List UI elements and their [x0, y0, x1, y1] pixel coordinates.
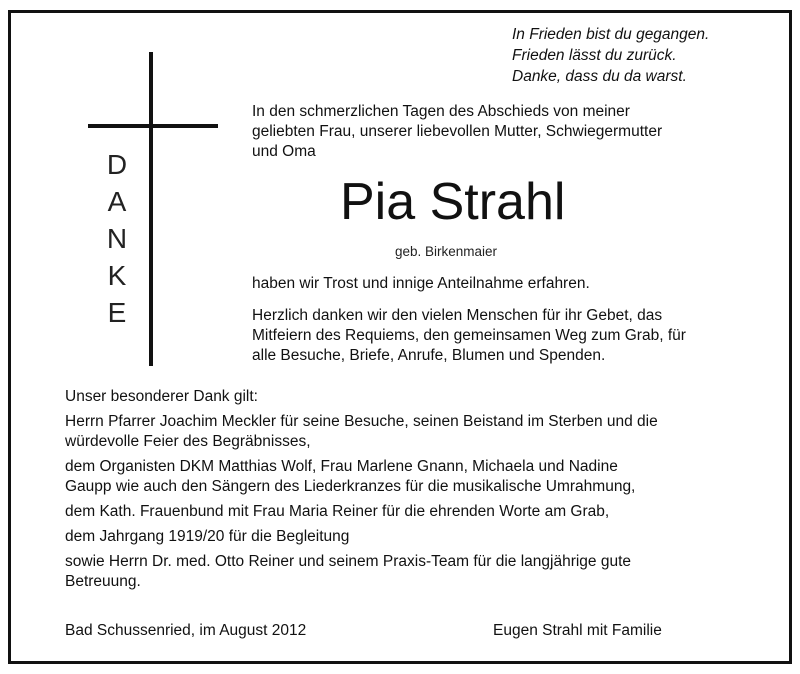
danke-letter: N — [106, 223, 128, 254]
thanks-item — [65, 552, 745, 592]
poem-line: Danke, dass du da warst. — [512, 68, 687, 85]
poem-line: In Frieden bist du gegangen. — [512, 26, 710, 43]
danke-letter: E — [107, 297, 127, 328]
thanks-item-line: Gaupp wie auch den Sängern des Liederkranzes für die musikalische Umrahmung, — [65, 478, 636, 495]
place-date: Bad Schussenried, im August 2012 — [65, 622, 307, 639]
thanks-item — [65, 527, 745, 547]
deceased-name: Pia Strahl — [340, 173, 566, 231]
danke-vertical-text — [100, 146, 134, 331]
special-thanks — [65, 387, 745, 592]
danke-letter: K — [107, 260, 127, 291]
poem-line: Frieden lässt du zurück. — [512, 47, 677, 64]
thanks-item-line: würdevolle Feier des Begräbnisses, — [65, 433, 311, 450]
intro-line: geliebten Frau, unserer liebevollen Mutter, Schwiegermutter — [252, 123, 663, 140]
thanks-item-line: Herrn Pfarrer Joachim Meckler für seine Besuche, seinen Beistand im Sterben und die — [65, 413, 658, 430]
intro-line: und Oma — [252, 143, 316, 160]
thanks-item-line: dem Kath. Frauenbund mit Frau Maria Reiner für die ehrenden Worte am Grab, — [65, 503, 610, 520]
thanks-paragraph-line: alle Besuche, Briefe, Anrufe, Blumen und Spenden. — [252, 347, 606, 364]
signature: Eugen Strahl mit Familie — [493, 622, 662, 639]
danke-letter: D — [106, 149, 128, 180]
cross-icon-horizontal — [88, 124, 218, 128]
thanks-item — [65, 502, 745, 522]
thanks-item — [65, 412, 745, 452]
thanks-item-line: dem Organisten DKM Matthias Wolf, Frau Marlene Gnann, Michaela und Nadine — [65, 458, 618, 475]
intro-line: In den schmerzlichen Tagen des Abschieds von meiner — [252, 103, 630, 120]
thanks-item-line: Betreuung. — [65, 573, 141, 590]
thanks-paragraph-line: Herzlich danken wir den vielen Menschen für ihr Gebet, das — [252, 307, 663, 324]
thanks-paragraph-line: Mitfeiern des Requiems, den gemeinsamen Weg zum Grab, für — [252, 327, 686, 344]
thanks-item-line: dem Jahrgang 1919/20 für die Begleitung — [65, 528, 350, 545]
cross-icon-vertical — [149, 52, 153, 366]
intro-text — [252, 102, 742, 162]
poem — [512, 24, 709, 87]
maiden-name: geb. Birkenmaier — [395, 244, 498, 259]
thanks-item — [65, 457, 745, 497]
thanks-item-line: sowie Herrn Dr. med. Otto Reiner und seinem Praxis-Team für die langjährige gute — [65, 553, 632, 570]
special-thanks-lead: Unser besonderer Dank gilt: — [65, 388, 258, 405]
condolence-sentence: haben wir Trost und innige Anteilnahme erfahren. — [252, 275, 590, 292]
danke-letter: A — [107, 186, 127, 217]
thanks-paragraph — [252, 306, 686, 366]
